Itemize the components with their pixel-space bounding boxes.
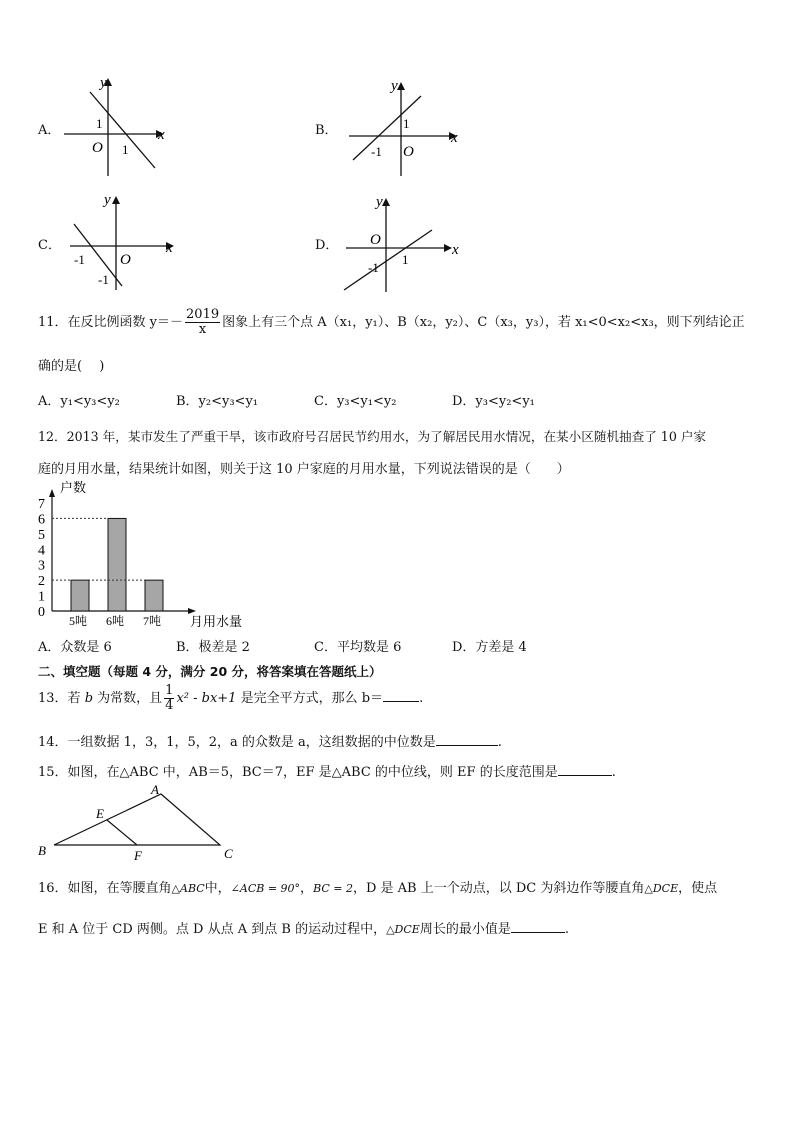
bar — [71, 580, 89, 611]
option-c-letter: C． — [38, 238, 61, 253]
y-axis-label: y — [100, 75, 107, 91]
y-axis-label: y — [376, 194, 383, 210]
x-intercept-label: -1 — [371, 144, 382, 159]
y-axis-label: y — [391, 78, 398, 94]
option-a-graph — [60, 72, 170, 182]
section2-title: 二、填空题（每题 4 分，满分 20 分，将答案填在答题纸上） — [38, 664, 382, 679]
q13-fraction: $\frac{1}{4}$ — [165, 683, 174, 713]
y-tick-label: 6 — [38, 512, 45, 528]
q11-option-c: C．y₃<y₁<y₂ — [314, 394, 397, 409]
point-e-label: E — [96, 806, 104, 821]
q14-answer-blank[interactable] — [436, 733, 498, 746]
origin-label: O — [92, 140, 103, 156]
option-a-letter: A． — [38, 123, 61, 138]
y-tick-label: 1 — [38, 589, 45, 605]
x-axis-label: x — [158, 127, 165, 143]
y-tick-label: 3 — [38, 558, 45, 574]
option-c-graph — [66, 188, 181, 293]
option-b-graph — [345, 72, 465, 182]
y-intercept-label: 1 — [403, 116, 410, 131]
x-intercept-label: -1 — [74, 252, 85, 267]
q12-option-b: B．极差是 2 — [176, 640, 250, 655]
triangle-abc-figure — [32, 780, 247, 866]
q15-line: 15．如图，在△ABC 中，AB＝5，BC＝7，EF 是△ABC 的中位线，则 EF 的长度范围是 . — [38, 765, 616, 780]
origin-label: O — [403, 144, 414, 160]
q15-answer-blank[interactable] — [558, 763, 612, 776]
x-tick-label: 5吨 — [69, 614, 88, 628]
y-intercept-label: 1 — [96, 116, 103, 131]
q11-option-a: A．y₁<y₃<y₂ — [38, 394, 120, 409]
x-axis-label: x — [166, 240, 173, 256]
q12-line1: 12．2013 年，某市发生了严重干旱，该市政府号召居民节约用水，为了解居民用水情况，在某小区随机抽查了 10 户家 — [38, 429, 707, 444]
y-tick-label: 7 — [38, 497, 45, 512]
vertex-c-label: C — [224, 846, 233, 861]
q16-answer-blank[interactable] — [511, 920, 565, 933]
origin-label: O — [370, 232, 381, 248]
option-b-letter: B． — [315, 123, 338, 138]
x-axis-label: x — [451, 130, 458, 146]
x-tick-label: 7吨 — [143, 614, 162, 628]
q12-option-d: D．方差是 4 — [452, 640, 527, 655]
option-d-letter: D． — [315, 238, 339, 253]
bar — [108, 518, 126, 611]
q13-answer-blank[interactable] — [383, 689, 419, 702]
q11-fraction: $\frac{2019}{x}$ — [186, 307, 220, 337]
q11-line1: 11．在反比例函数 y＝－ $\frac{2019}{x}$ 图象上有三个点 A（x₁，y₁）、B（x₂，y₂）、C（x₃，y₃），若 x₁<0<x₂<x₃，则下列结论正 — [38, 307, 745, 337]
y-tick-label: 4 — [38, 543, 45, 559]
x-tick-label: 6吨 — [106, 614, 125, 628]
q16-line2: E 和 A 位于 CD 两侧。点 D 从点 A 到点 B 的运动过程中，△DCE周长的最小值是 . — [38, 922, 569, 937]
q12-option-c: C．平均数是 6 — [314, 640, 402, 655]
q14-line: 14．一组数据 1，3，1，5，2，a 的众数是 a，这组数据的中位数是 . — [38, 735, 502, 750]
origin-label: O — [120, 252, 131, 268]
y-axis-label: y — [104, 192, 111, 208]
x-intercept-label: 1 — [402, 252, 409, 267]
vertex-a-label: A — [151, 782, 159, 797]
x-axis-label: x — [452, 242, 459, 258]
q12-line2: 庭的月用水量，结果统计如图，则关于这 10 户家庭的月用水量，下列说法错误的是（ ） — [38, 462, 570, 477]
y-tick-label: 5 — [38, 527, 45, 543]
y-tick-label: 0 — [38, 605, 45, 620]
x-intercept-label: 1 — [122, 142, 129, 157]
q13-line: 13．若 b 为常数，且 $\frac{1}{4}$ x² - bx+1 是完全平方式，那么 b＝ . — [38, 683, 424, 713]
point-f-label: F — [134, 848, 142, 863]
y-intercept-label: -1 — [368, 260, 379, 275]
q12-option-a: A．众数是 6 — [38, 640, 112, 655]
q11-option-b: B．y₂<y₃<y₁ — [176, 394, 259, 409]
y-axis-arrow — [49, 489, 55, 497]
option-d-graph — [340, 188, 465, 298]
q11-option-d: D．y₃<y₂<y₁ — [452, 394, 535, 409]
q16-line1: 16．如图，在等腰直角△ABC中，∠ACB = 90°，BC = 2，D 是 AB 上一个动点，以 DC 为斜边作等腰直角△DCE，使点 — [38, 881, 718, 896]
vertex-b-label: B — [38, 843, 46, 858]
q11-line2: 确的是( ) — [38, 359, 105, 374]
y-tick-label: 2 — [38, 574, 45, 590]
x-axis-title: 月用水量 — [190, 614, 243, 629]
water-usage-bar-chart — [28, 478, 288, 630]
y-axis-title: 户数 — [60, 480, 87, 495]
bar — [145, 580, 163, 611]
y-intercept-label: -1 — [98, 272, 109, 287]
